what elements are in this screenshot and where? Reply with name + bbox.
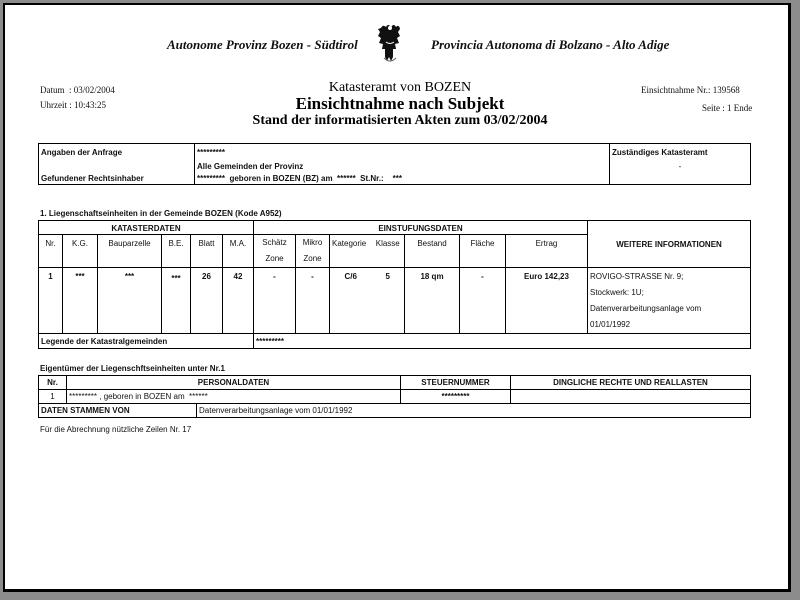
col-kategorie: Kategorie [330, 235, 372, 268]
cell-be: *** [162, 268, 191, 334]
request-table [38, 143, 751, 185]
katasteramt-value: - [610, 159, 751, 171]
katasteramt-label: Zuständiges Katasteramt [610, 144, 751, 159]
weitere-line: ROVIGO-STRASSE Nr. 9; [590, 272, 684, 281]
property-table [38, 220, 751, 349]
legende-value: ********* [254, 334, 751, 349]
einsicht-label: Einsichtnahme Nr.: [641, 85, 711, 95]
cell-ertrag: Euro 142,23 [506, 268, 588, 334]
gemeinden-value: Alle Gemeinden der Provinz [195, 159, 610, 171]
col-schaetz-zone [254, 235, 296, 268]
uhrzeit: Uhrzeit : 10:43:25 [40, 100, 107, 110]
cell-flaeche: - [460, 268, 506, 334]
col-mikro-line2: Zone [303, 254, 322, 263]
cell-nr: 1 [39, 268, 63, 334]
col-be: B.E. [162, 235, 191, 268]
datum-value: 03/02/2004 [73, 85, 115, 95]
owners-table [38, 375, 751, 418]
daten-stammen-label: DATEN STAMMEN VON [39, 404, 197, 418]
col-blatt: Blatt [191, 235, 223, 268]
footer-note: Für die Abrechnung nützliche Zeilen Nr. 17 [40, 425, 192, 434]
owners-col-rechte: DINGLICHE RECHTE UND REALLASTEN [511, 376, 751, 390]
cell-bestand: 18 qm [405, 268, 460, 334]
empty-cell [39, 159, 195, 171]
header-left-title: Autonome Provinz Bozen - Südtirol [167, 37, 358, 52]
datum-label: Datum [40, 85, 65, 95]
col-schaetz-line2: Zone [265, 254, 284, 263]
legende-label: Legende der Katastralgemeinden [39, 334, 254, 349]
col-mikro-line1: Mikro [302, 238, 323, 247]
eagle-coat-of-arms-icon [377, 22, 403, 66]
col-klasse: Klasse [372, 235, 405, 268]
cell-kategorie: C/6 [330, 268, 372, 334]
uhrzeit-value: 10:43:25 [74, 100, 107, 110]
sub-title: Stand der informatisierten Akten zum 03/02/2004 [252, 113, 548, 128]
col-ma: M.A. [223, 235, 254, 268]
empty-cell [610, 171, 751, 185]
seite-value: 1 Ende [727, 103, 753, 113]
owner-cell-rechte [511, 390, 751, 404]
owners-col-nr: Nr. [39, 376, 67, 390]
main-title: Einsichtnahme nach Subjekt [295, 94, 505, 113]
angaben-value: ********* [195, 144, 610, 159]
cell-klasse: 5 [372, 268, 405, 334]
group-katasterdaten: KATASTERDATEN [39, 221, 254, 235]
owner-cell-steuernummer: ********* [401, 390, 511, 404]
cell-ma: 42 [223, 268, 254, 334]
uhrzeit-label: Uhrzeit [40, 100, 67, 110]
col-kg: K.G. [63, 235, 98, 268]
seite-label: Seite : [702, 103, 725, 113]
weitere-line: 01/01/1992 [590, 320, 631, 329]
col-flaeche: Fläche [460, 235, 506, 268]
col-ertrag: Ertrag [506, 235, 588, 268]
rechtsinhaber-label: Gefundener Rechtsinhaber [39, 171, 195, 185]
col-bestand: Bestand [405, 235, 460, 268]
cell-weitere [588, 268, 751, 334]
col-nr: Nr. [39, 235, 63, 268]
cell-schaetz-zone: - [254, 268, 296, 334]
col-mikro-zone [296, 235, 330, 268]
datum: Datum : 03/02/2004 [40, 85, 115, 95]
table-row [39, 268, 751, 334]
weitere-line: Stockwerk: 1U; [590, 288, 644, 297]
cell-blatt: 26 [191, 268, 223, 334]
owners-title: Eigentümer der Liegenschftseinheiten unter Nr.1 [40, 364, 225, 373]
owners-col-steuernummer: STEUERNUMMER [401, 376, 511, 390]
cell-kg: *** [63, 268, 98, 334]
cell-mikro-zone: - [296, 268, 330, 334]
owner-cell-personaldaten: ********* , geboren in BOZEN am ****** [67, 390, 401, 404]
daten-stammen-value: Datenverarbeitungsanlage vom 01/01/1992 [197, 404, 751, 418]
owners-col-personaldaten: PERSONALDATEN [67, 376, 401, 390]
rechtsinhaber-value: ********* geboren in BOZEN (BZ) am ****** St.Nr.: *** [195, 171, 610, 185]
owner-cell-nr: 1 [39, 390, 67, 404]
table-row [39, 390, 751, 404]
cell-bauparzelle: *** [98, 268, 162, 334]
angaben-label: Angaben der Anfrage [39, 144, 195, 159]
col-bauparzelle: Bauparzelle [98, 235, 162, 268]
weitere-informationen-header: WEITERE INFORMATIONEN [588, 221, 751, 268]
group-einstufungsdaten: EINSTUFUNGSDATEN [254, 221, 588, 235]
section1-title: 1. Liegenschaftseinheiten in der Gemeinde BOZEN (Kode A952) [40, 209, 282, 218]
weitere-line: Datenverarbeitungsanlage vom [590, 304, 702, 313]
header-right-title: Provincia Autonoma di Bolzano - Alto Adige [431, 37, 670, 52]
einsicht-value: 139568 [712, 85, 740, 95]
col-schaetz-line1: Schätz [262, 238, 287, 247]
office-title-text: Katasteramt von BOZEN [328, 80, 472, 95]
